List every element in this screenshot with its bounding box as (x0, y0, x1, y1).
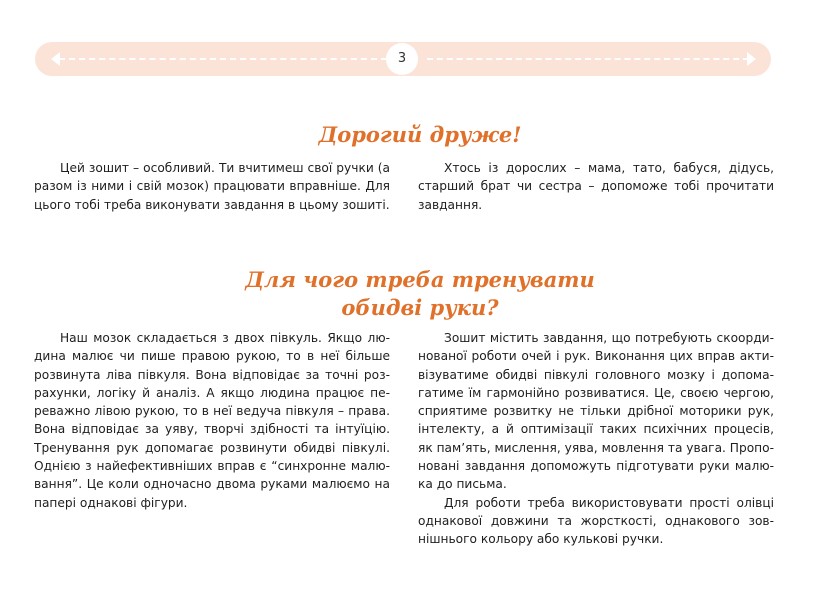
paragraph: Для роботи треба використовувати прості олівці однакової довжини та жорсткості, однакового зовнішнього кольору або кулькові ручки. (418, 495, 774, 547)
greeting-column-left (34, 159, 390, 214)
title-line-1: Для чого треба тренувати (245, 267, 595, 292)
section-title-why-train (0, 266, 840, 322)
why-train-column-left (34, 329, 390, 512)
section-title-greeting: Дорогий друже! (318, 122, 522, 147)
paragraph: Хтось із дорослих – мама, тато, бабуся, дідусь, старший брат чи сестра – допоможе тобі прочитати завдання. (418, 161, 774, 212)
paragraph: Зошит містить завдання, що потребують скоординованої роботи очей і рук. Виконання цих вправ активізуватиме обидві півкулі головного мозку і допомагатиме їм гармонійно розвиватися. Це, своєю чергою, сприятиме розвитку не тільки дрібної моторики рук, інтелекту, а й оптимізації таких психічних процесів, як пам’ять, мислення, уява, мовлення та увага. Пропоновані завдання допоможуть підготувати руки малюка до письма. (418, 331, 774, 492)
why-train-column-right (418, 329, 774, 549)
title-line-2: обидві руки? (341, 295, 499, 320)
arrow-right-icon (747, 52, 756, 66)
page-number: 3 (386, 43, 418, 75)
page-number-bar (35, 42, 771, 76)
paragraph: Цей зошит – особливий. Ти вчитимеш свої ручки (а разом із ними і свій мозок) працювати вправніше. Для цього тобі треба виконувати завдання в цьому зошиті. (34, 161, 390, 212)
greeting-column-right (418, 159, 774, 214)
dashed-line-right (427, 58, 749, 60)
paragraph: Наш мозок складається з двох півкуль. Якщо людина малює чи пише правою рукою, то в неї більше розвинута ліва півкуля. Вона відповідає за точні розрахунки, логіку й аналіз. А якщо людина працює переважно лівою рукою, то в неї ведуча півкуля – права. Вона відповідає за уяву, творчі здібності та інтуїцію. Тренування рук допомагає розвинути обидві півкулі. Однією з найефективніших вправ є “синхронне малювання”. Це коли одночасно двома руками малюємо на папері однакові фігури. (34, 331, 390, 510)
dashed-line-left (59, 58, 387, 60)
